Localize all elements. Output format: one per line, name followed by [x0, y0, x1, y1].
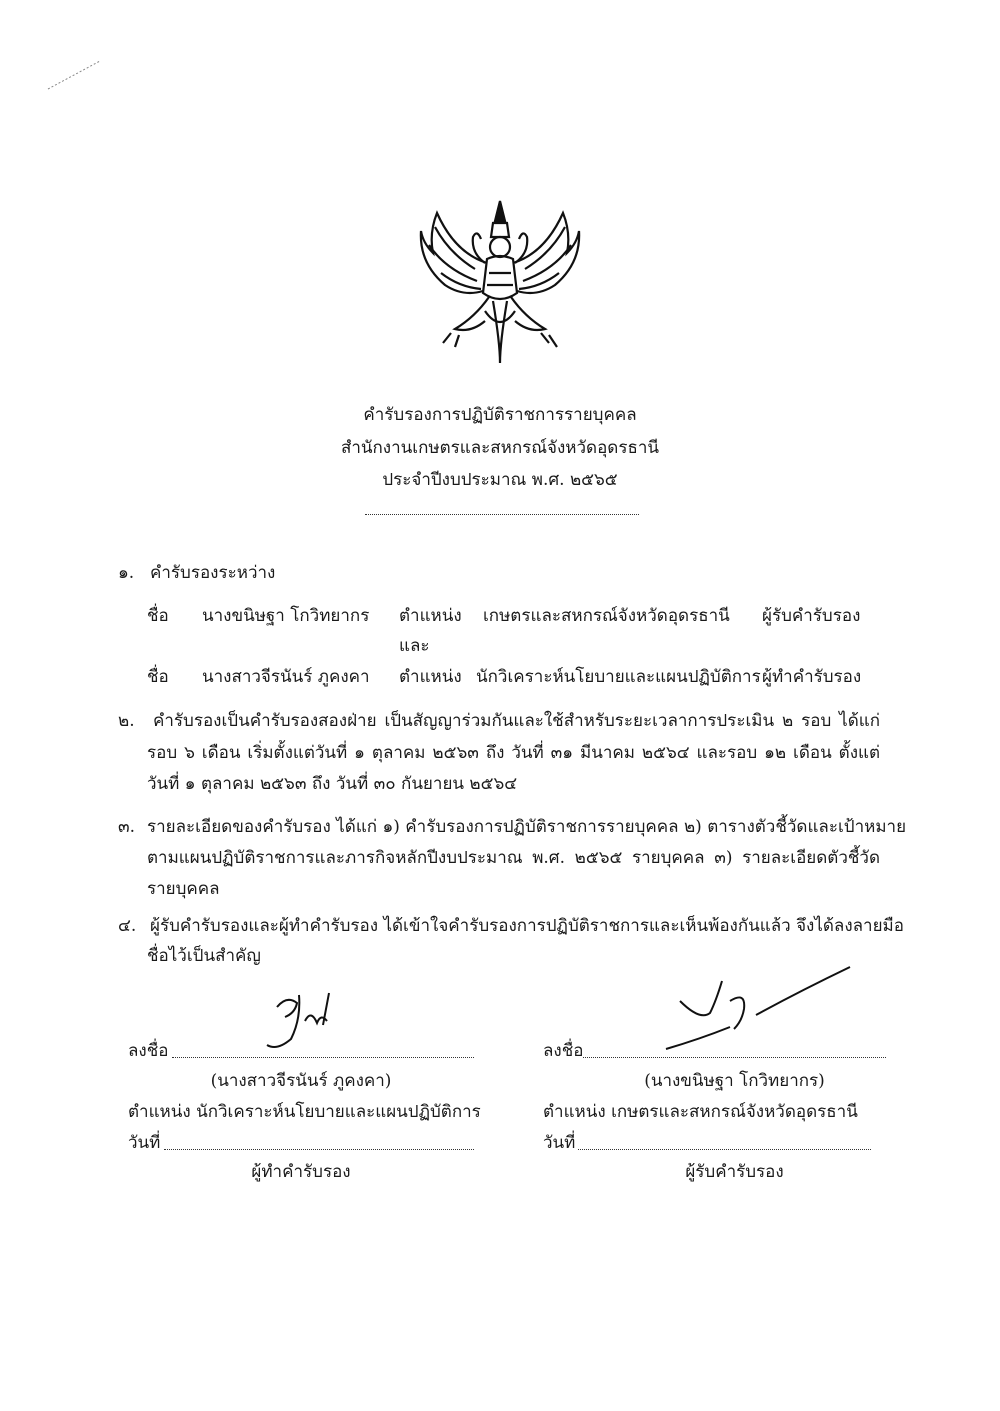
right-signer-position: ตำแหน่ง เกษตรและสหกรณ์จังหวัดอุดรธานี: [543, 1102, 858, 1122]
right-date-label: วันที่: [543, 1133, 576, 1153]
left-signer-position: ตำแหน่ง นักวิเคราะห์นโยบายและแผนปฏิบัติการ: [128, 1102, 481, 1122]
section2-line2: รอบ ๖ เดือน เริ่มตั้งแต่วันที่ ๑ ตุลาคม ๒๕๖๓ ถึง วันที่ ๓๑ มีนาคม ๒๕๖๔ และรอบ ๑๒ เดือน ตั้งแต่: [147, 743, 880, 763]
section2-line1: คำรับรองเป็นคำรับรองสองฝ่าย เป็นสัญญาร่วมกันและใช้สำหรับระยะเวลาการประเมิน ๒ รอบ ได้แก่: [153, 711, 880, 731]
left-date-label: วันที่: [128, 1133, 161, 1153]
right-sign-label: ลงชื่อ: [543, 1041, 584, 1061]
right-sign-line: [583, 1057, 886, 1058]
right-signature: [660, 965, 860, 1055]
section3-line2: ตามแผนปฏิบัติราชการและภารกิจหลักปีงบประมาณ พ.ศ. ๒๕๖๕ รายบุคคล ๓) รายละเอียดตัวชี้วัด: [147, 848, 880, 868]
left-sign-label: ลงชื่อ: [128, 1041, 169, 1061]
right-signer-name: (นางขนิษฐา โกวิทยากร): [644, 1071, 825, 1091]
party2-position-label: ตำแหน่ง: [399, 667, 462, 687]
header-divider: [365, 514, 639, 515]
left-date-line: [164, 1149, 474, 1150]
document-title: คำรับรองการปฏิบัติราชการรายบุคคล: [363, 405, 637, 425]
party1-role: ผู้รับคำรับรอง: [762, 606, 861, 626]
right-date-line: [578, 1149, 871, 1150]
left-sign-line: [172, 1057, 474, 1058]
section3-line3: รายบุคคล: [147, 879, 220, 899]
party2-role: ผู้ทำคำรับรอง: [762, 667, 862, 687]
section1-number: ๑.: [118, 563, 135, 583]
section2-line3: วันที่ ๑ ตุลาคม ๒๕๖๓ ถึง วันที่ ๓๐ กันยายน ๒๕๖๔: [147, 774, 518, 794]
section4-line2: ชื่อไว้เป็นสำคัญ: [147, 946, 261, 966]
party1-position: เกษตรและสหกรณ์จังหวัดอุดรธานี: [483, 606, 730, 626]
section1-heading: คำรับรองระหว่าง: [150, 563, 276, 583]
scan-mark: [44, 55, 104, 95]
right-role: ผู้รับคำรับรอง: [685, 1162, 784, 1182]
office-name: สำนักงานเกษตรและสหกรณ์จังหวัดอุดรธานี: [340, 438, 660, 458]
section4-line1: ผู้รับคำรับรองและผู้ทำคำรับรอง ได้เข้าใจคำรับรองการปฏิบัติราชการและเห็นพ้องกันแล้ว จึงได้ลงลายมือ: [150, 916, 904, 936]
section3-number: ๓.: [118, 817, 136, 837]
party2-name: นางสาวจีรนันร์ ภูคงคา: [202, 667, 370, 687]
fiscal-year: ประจำปีงบประมาณ พ.ศ. ๒๕๖๕: [382, 470, 618, 490]
party2-position: นักวิเคราะห์นโยบายและแผนปฏิบัติการ: [476, 667, 761, 687]
section4-number: ๔.: [118, 916, 137, 936]
left-role: ผู้ทำคำรับรอง: [251, 1162, 351, 1182]
left-signer-name: (นางสาวจีรนันร์ ภูคงคา): [210, 1071, 392, 1091]
party1-name: นางขนิษฐา โกวิทยากร: [202, 606, 370, 626]
party1-position-label: ตำแหน่ง: [399, 606, 462, 626]
garuda-emblem: [415, 193, 585, 373]
party1-name-label: ชื่อ: [147, 606, 169, 626]
and-connector: และ: [399, 636, 430, 656]
section2-number: ๒.: [118, 711, 135, 731]
left-signature: [255, 985, 365, 1055]
party2-name-label: ชื่อ: [147, 667, 169, 687]
section3-line1: รายละเอียดของคำรับรอง ได้แก่ ๑) คำรับรองการปฏิบัติราชการรายบุคคล ๒) ตารางตัวชี้วัดและเป้าหมาย: [147, 817, 907, 837]
